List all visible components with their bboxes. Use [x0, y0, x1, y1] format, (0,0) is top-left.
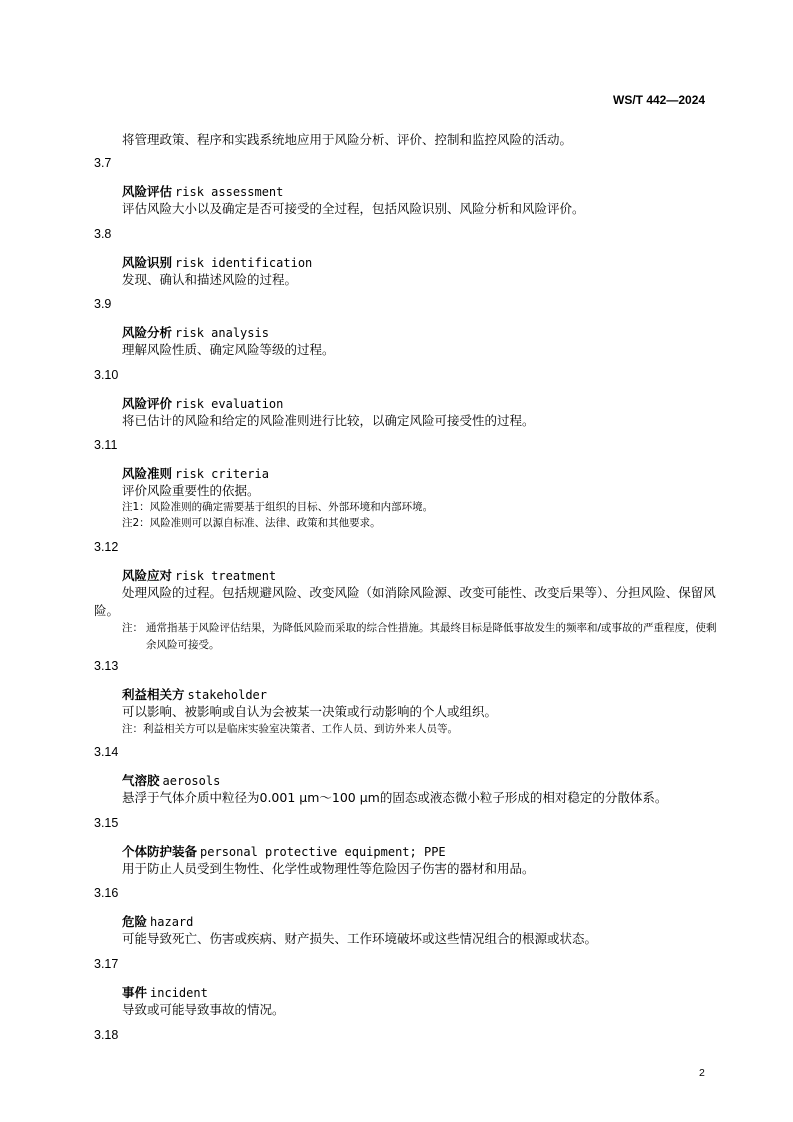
term-english: risk analysis: [175, 326, 269, 340]
term-definition: 导致或可能导致事故的情况。: [122, 1002, 285, 1017]
term-chinese: 风险应对: [122, 568, 173, 583]
term-chinese: 事件: [122, 985, 148, 1000]
term-english: stakeholder: [187, 688, 267, 702]
term-chinese: 危险: [122, 914, 148, 929]
term-title: [122, 394, 283, 412]
note-text: 通常指基于风险评估结果，为降低风险而采取的综合性措施。其最终目标是降低事故发生的频率和/或事故的严重程度，使剩余风险可接受。: [146, 622, 717, 651]
term-english: personal protective equipment; PPE: [200, 845, 446, 859]
term-chinese: 风险评价: [122, 396, 173, 411]
term-number: 3.15: [94, 816, 119, 830]
term-title: [122, 323, 269, 341]
term-title: [122, 464, 269, 482]
term-chinese: 个体防护装备: [122, 844, 198, 859]
term-title: [122, 842, 446, 860]
term-number: 3.14: [94, 745, 119, 759]
term-title: [122, 912, 193, 930]
term-chinese: 气溶胶: [122, 773, 160, 788]
term-note: [122, 620, 722, 654]
term-number: 3.12: [94, 540, 119, 554]
term-definition: 悬浮于气体介质中粒径为0.001 μm～100 μm的固态或液态微小粒子形成的相对稳定的分散体系。: [122, 790, 668, 805]
intro-definition: 将管理政策、程序和实践系统地应用于风险分析、评价、控制和监控风险的活动。: [122, 132, 573, 147]
term-definition: 处理风险的过程。包括规避风险、改变风险（如消除风险源、改变可能性、改变后果等）、分担风险、保留风险。: [94, 585, 716, 618]
term-english: incident: [150, 986, 208, 1000]
term-note: 注1：风险准则的确定需要基于组织的目标、外部环境和内部环境。: [122, 501, 434, 513]
term-title: [122, 253, 312, 271]
term-english: aerosols: [162, 774, 221, 788]
term-english: risk evaluation: [175, 397, 284, 411]
term-chinese: 风险评估: [122, 184, 173, 199]
term-definition: 理解风险性质、确定风险等级的过程。: [122, 342, 335, 357]
term-title: [122, 771, 220, 789]
term-number: 3.18: [94, 1028, 119, 1042]
note-label: 注：: [122, 622, 143, 634]
term-number: 3.7: [94, 156, 112, 170]
term-definition: 用于防止人员受到生物性、化学性或物理性等危险因子伤害的器材和用品。: [122, 861, 535, 876]
term-english: risk assessment: [175, 185, 284, 199]
term-note: 注2：风险准则可以源自标准、法律、政策和其他要求。: [122, 517, 381, 529]
term-number: 3.13: [94, 659, 119, 673]
term-definition: 评估风险大小以及确定是否可接受的全过程，包括风险识别、风险分析和风险评价。: [122, 201, 585, 216]
term-chinese: 风险准则: [122, 466, 173, 481]
term-note: 注：利益相关方可以是临床实验室决策者、工作人员、到访外来人员等。: [122, 723, 458, 735]
term-definition: 将已估计的风险和给定的风险准则进行比较，以确定风险可接受性的过程。: [122, 413, 535, 428]
term-number: 3.17: [94, 957, 119, 971]
term-title: [122, 566, 276, 584]
term-english: risk criteria: [175, 467, 269, 481]
term-title: [122, 983, 208, 1001]
term-title: [122, 685, 267, 703]
term-chinese: 风险分析: [122, 325, 173, 340]
term-number: 3.8: [94, 227, 112, 241]
term-number: 3.10: [94, 368, 119, 382]
term-definition: 发现、确认和描述风险的过程。: [122, 272, 298, 287]
term-chinese: 风险识别: [122, 255, 173, 270]
term-definition: 评价风险重要性的依据。: [122, 483, 260, 498]
term-english: risk identification: [175, 256, 313, 270]
term-title: [122, 182, 283, 200]
term-english: hazard: [150, 915, 194, 929]
term-definition: 可能导致死亡、伤害或疾病、财产损失、工作环境破坏或这些情况组合的根源或状态。: [122, 931, 598, 946]
term-number: 3.9: [94, 297, 112, 311]
page-number: 2: [699, 1067, 705, 1079]
term-number: 3.11: [94, 438, 118, 452]
term-definition: 可以影响、被影响或自认为会被某一决策或行动影响的个人或组织。: [122, 704, 498, 719]
term-number: 3.16: [94, 886, 119, 900]
standard-code: WS/T 442—2024: [613, 93, 706, 107]
term-chinese: 利益相关方: [122, 687, 185, 702]
term-english: risk treatment: [175, 569, 277, 583]
